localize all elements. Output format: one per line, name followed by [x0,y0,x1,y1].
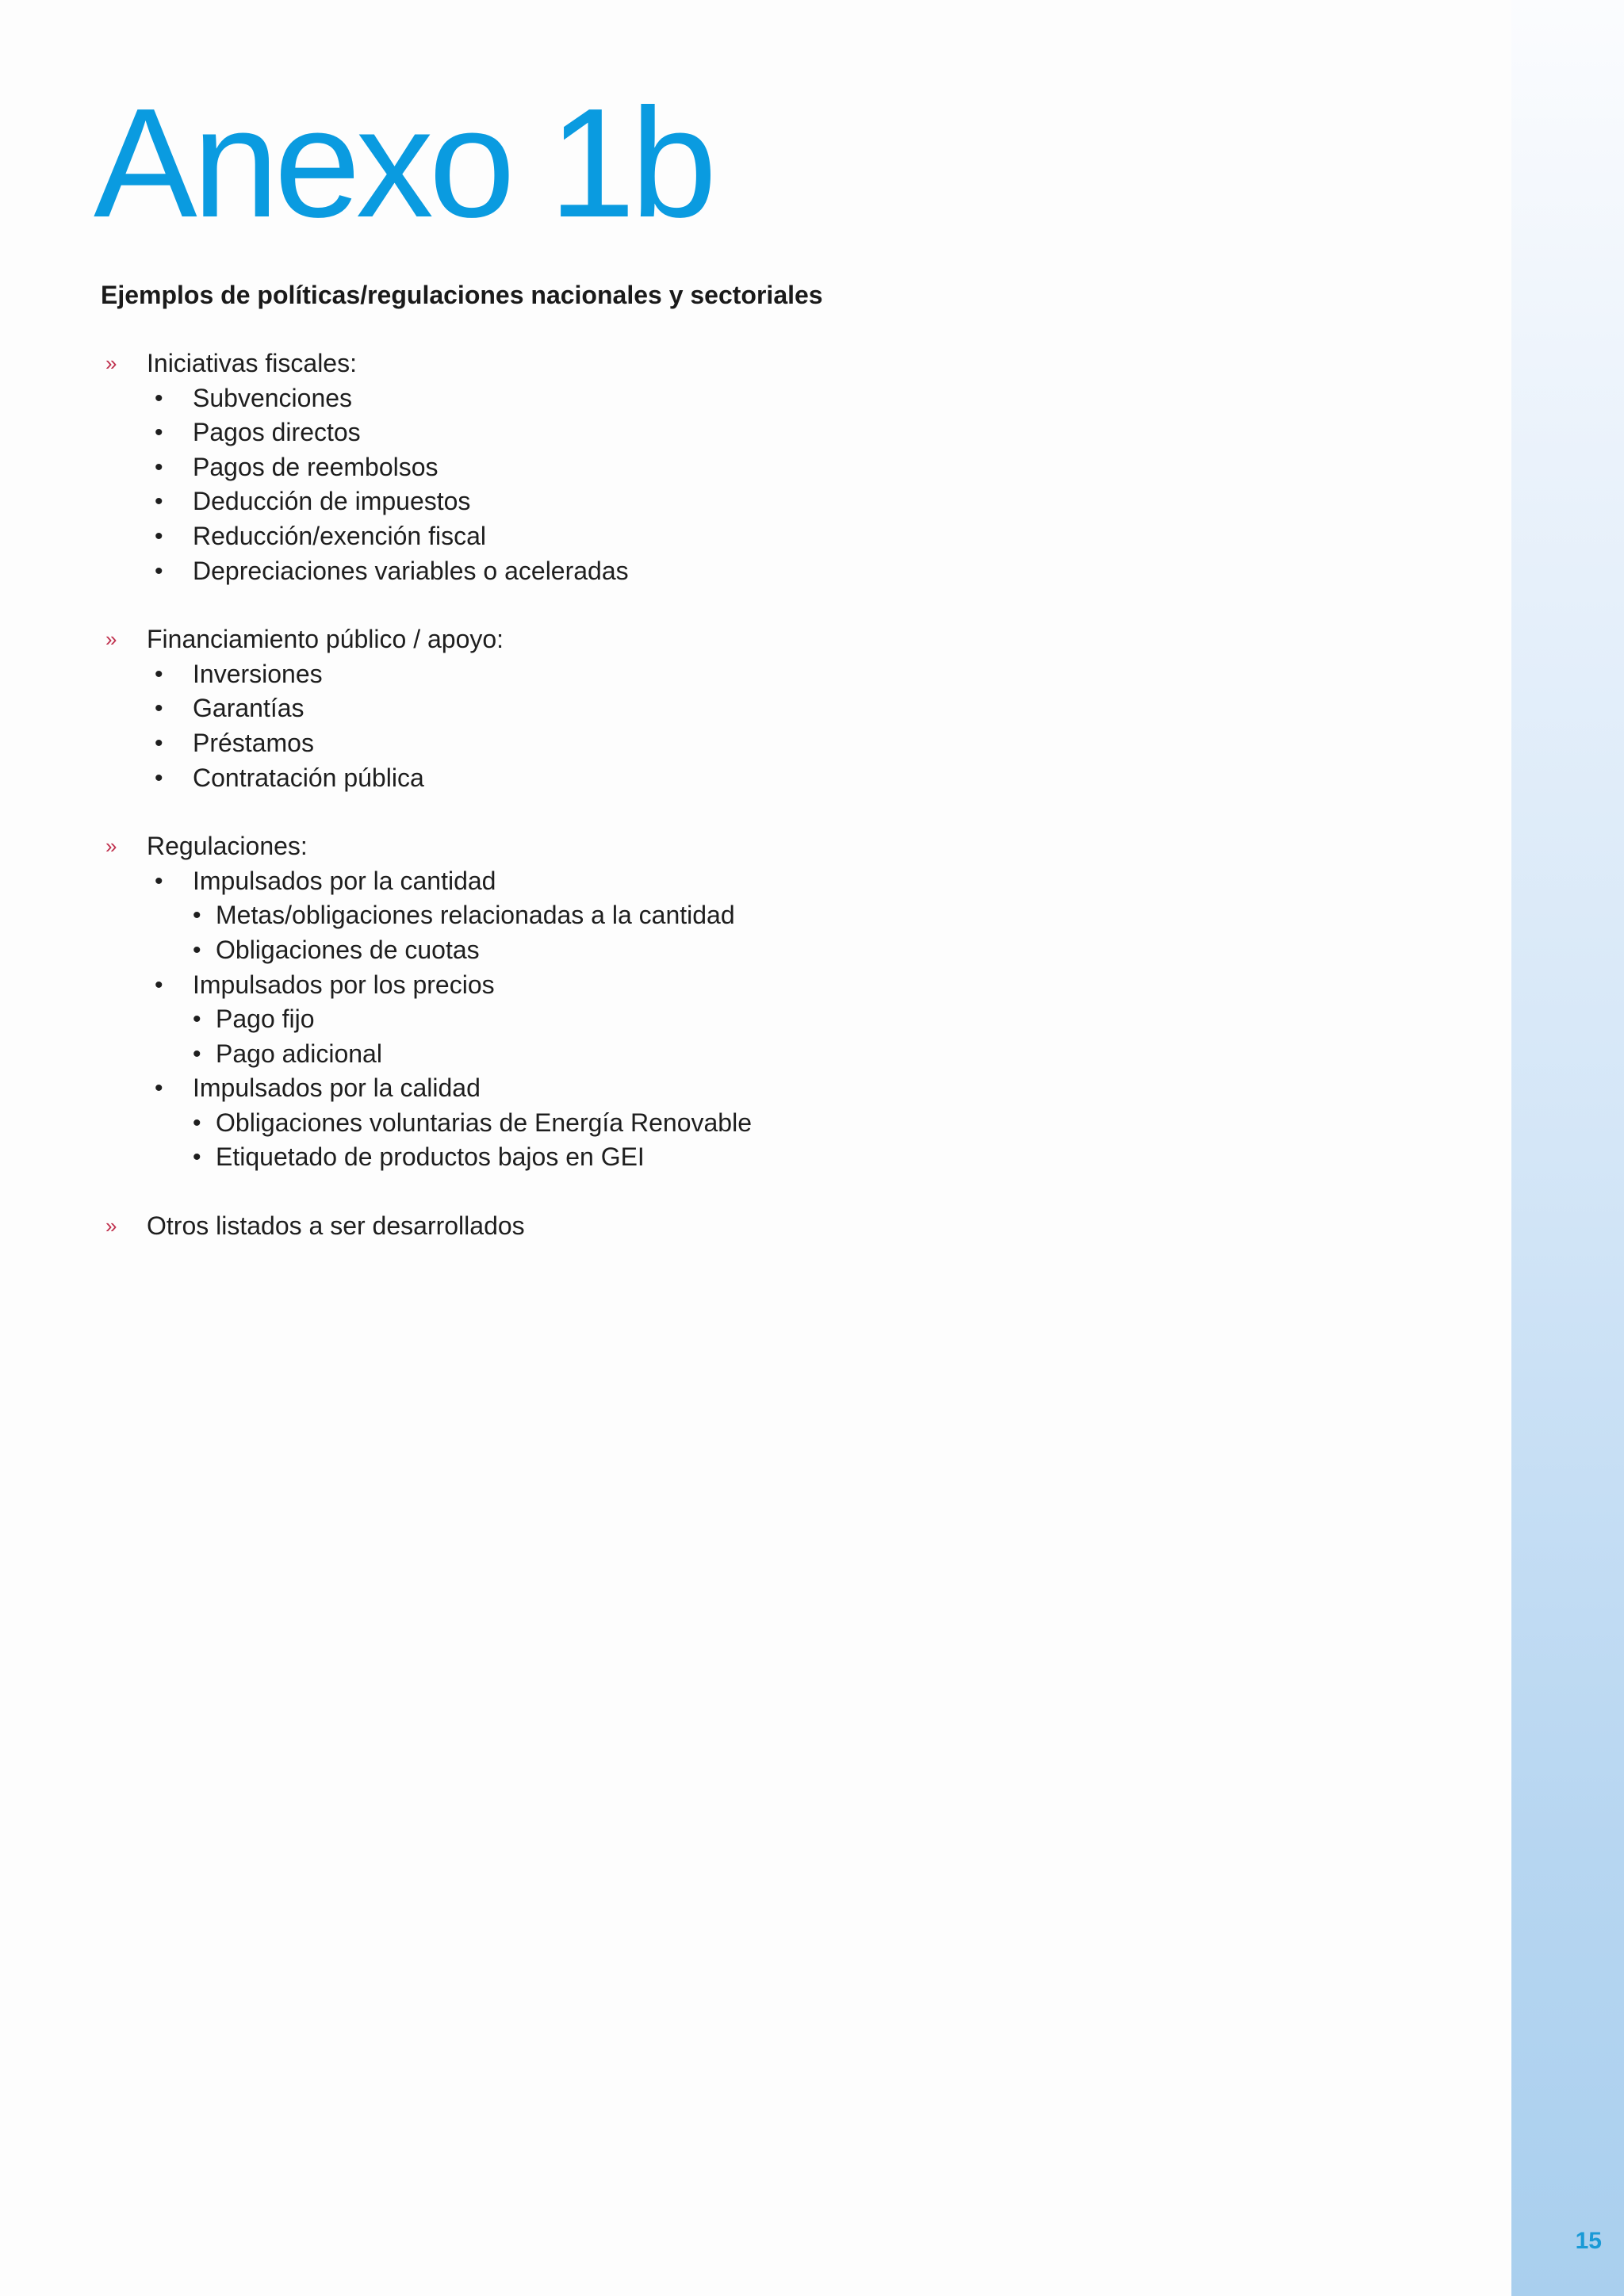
bullet-icon: • [193,1144,201,1171]
list-item-text: Impulsados por la calidad [193,1073,481,1103]
bullet-icon: • [155,1075,163,1102]
list-item-text: Reducción/exención fiscal [193,521,486,550]
bullet-icon: • [155,522,163,549]
section-heading [0,622,1427,657]
section-heading [0,1209,1427,1244]
bullet-icon: • [193,1109,201,1136]
bullet-icon: • [155,971,163,998]
section-heading [0,346,1427,381]
page-number: 15 [1575,2228,1602,2254]
list-item-text: Préstamos [193,728,314,757]
chevron-icon: » [105,1214,117,1238]
list-item-text: Impulsados por los precios [193,970,495,999]
chevron-icon: » [105,834,117,859]
sub-list-item [0,933,1427,968]
bullet-icon: • [193,902,201,929]
list-item [0,726,1427,761]
chevron-icon: » [105,351,117,375]
list-item [0,761,1427,796]
section-public-financing [0,622,1427,795]
list-item-text: Pagos directos [193,418,361,447]
bullet-icon: • [193,936,201,963]
sub-list-item [0,1106,1427,1141]
page-subtitle: Ejemplos de políticas/regulaciones nacionales y sectoriales [101,281,823,309]
list-item-text: Garantías [193,694,304,723]
list-item [0,1071,1427,1106]
section-heading-text: Regulaciones: [147,832,308,861]
page-title: Anexo 1b [94,76,713,250]
list-item-text: Depreciaciones variables o aceleradas [193,556,629,585]
bullet-icon: • [155,695,163,722]
section-heading-text: Financiamiento público / apoyo: [147,625,504,654]
list-item [0,519,1427,554]
sub-list-item-text: Metas/obligaciones relacionadas a la cantidad [216,901,735,930]
bullet-icon: • [155,867,163,894]
list-item [0,554,1427,589]
section-regulations [0,829,1427,1175]
section-heading [0,829,1427,864]
list-item-text: Inversiones [193,659,323,688]
sub-list-item-text: Etiquetado de productos bajos en GEI [216,1142,645,1172]
bullet-icon: • [155,488,163,515]
bullet-icon: • [193,1040,201,1067]
policy-list [0,346,1427,1278]
sub-list-item [0,1002,1427,1037]
list-item [0,657,1427,692]
section-heading-text: Iniciativas fiscales: [147,349,357,377]
section-others [0,1209,1427,1244]
list-item [0,864,1427,899]
bullet-icon: • [155,764,163,791]
list-item-text: Deducción de impuestos [193,487,471,516]
list-item-text: Contratación pública [193,763,424,792]
sub-list-item-text: Pago fijo [216,1004,315,1034]
sub-list-item-text: Pago adicional [216,1039,382,1068]
bullet-icon: • [155,385,163,411]
sub-list-item-text: Obligaciones de cuotas [216,935,480,964]
list-item [0,415,1427,450]
section-heading-text: Otros listados a ser desarrollados [147,1211,525,1241]
bullet-icon: • [155,557,163,584]
list-item-text: Subvenciones [193,383,353,412]
sub-list-item [0,1037,1427,1072]
section-fiscal-initiatives [0,346,1427,588]
list-item [0,691,1427,726]
list-item-text: Pagos de reembolsos [193,452,439,481]
list-item [0,381,1427,416]
bullet-icon: • [155,660,163,687]
list-item [0,484,1427,519]
list-item [0,450,1427,485]
list-item-text: Impulsados por la cantidad [193,866,496,895]
chevron-icon: » [105,627,117,652]
sub-list-item [0,898,1427,933]
bullet-icon: • [193,1006,201,1033]
sub-list-item [0,1140,1427,1175]
side-gradient-band [1511,0,1624,2296]
bullet-icon: • [155,419,163,446]
bullet-icon: • [155,729,163,756]
sub-list-item-text: Obligaciones voluntarias de Energía Renovable [216,1108,752,1137]
bullet-icon: • [155,453,163,480]
list-item [0,968,1427,1003]
